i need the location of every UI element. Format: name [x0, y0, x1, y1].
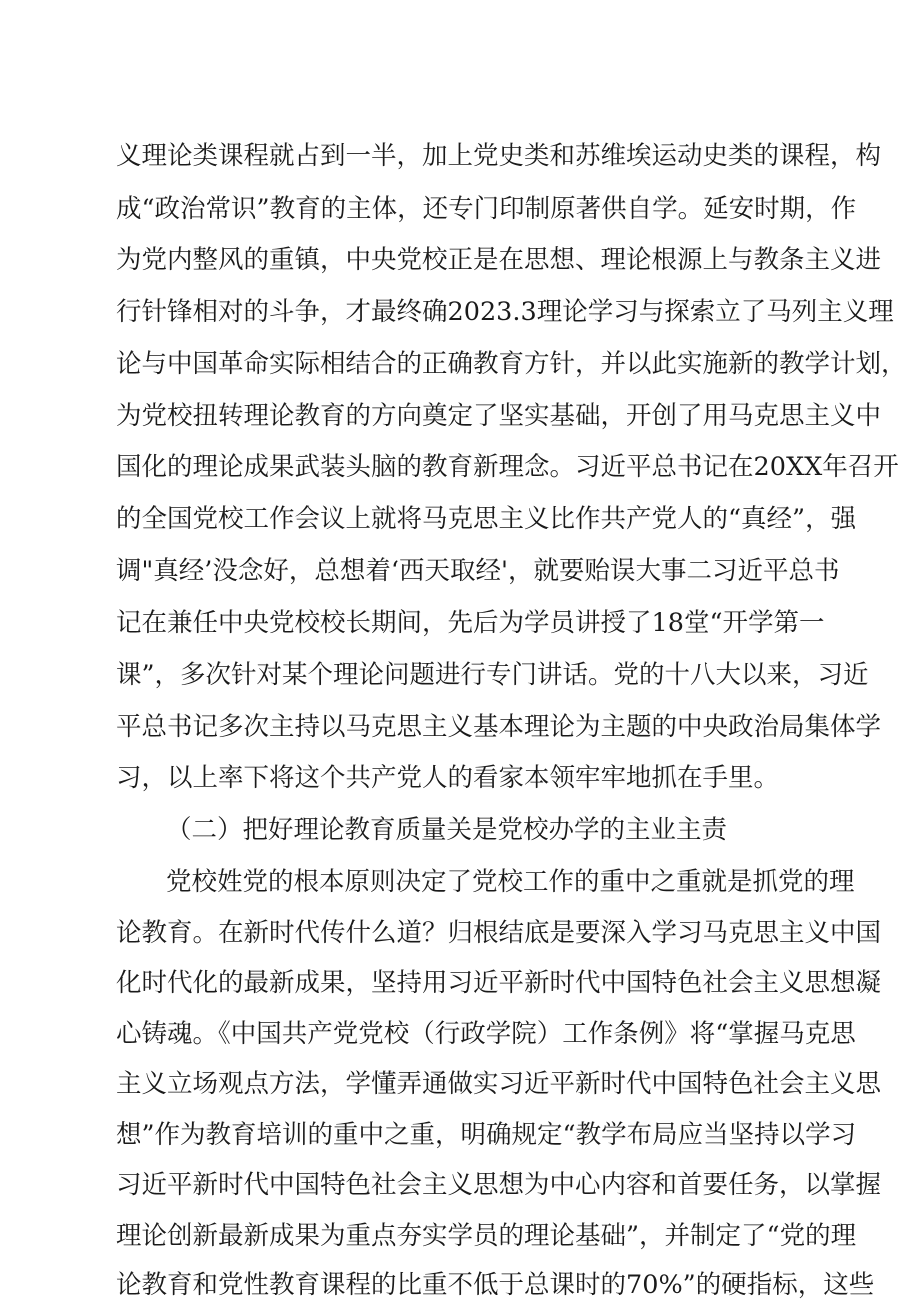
text-line: 课”，多次针对某个理论问题进行专门讲话。党的十八大以来，习近 [116, 660, 869, 690]
text-line: 党校姓党的根本原则决定了党校工作的重中之重就是抓党的理 [166, 867, 855, 897]
text-line: 国化的理论成果武装头脑的教育新理念。习近平总书记在20XX年召开 [116, 452, 899, 482]
text-line: 化时代化的最新成果，坚持用习近平新时代中国特色社会主义思想凝 [116, 968, 882, 998]
text-line: 习，以上率下将这个共产党人的看家本领牢牢地抓在手里。 [116, 763, 780, 793]
text-line: 成“政治常识”教育的主体，还专门印制原著供自学。延安时期，作 [116, 194, 857, 224]
text-line: 主义立场观点方法，学懂弄通做实习近平新时代中国特色社会主义思 [116, 1069, 882, 1099]
text-line: 心铸魂。《中国共产党党校（行政学院）工作条例》将“掌握马克思 [116, 1019, 856, 1049]
text-line: 论教育。在新时代传什么道？归根结底是要深入学习马克思主义中国 [116, 918, 882, 948]
section-heading: （二）把好理论教育质量关是党校办学的主业主责 [166, 815, 728, 845]
text-line: 的全国党校工作会议上就将马克思主义比作共产党人的“真经”，强 [116, 504, 857, 534]
text-line: 为党校扭转理论教育的方向奠定了坚实基础，开创了用马克思主义中 [116, 401, 882, 431]
text-line: 义理论类课程就占到一半，加上党史类和苏维埃运动史类的课程，构 [116, 141, 882, 171]
text-line: 理论创新最新成果为重点夯实学员的理论基础”，并制定了“党的理 [116, 1221, 857, 1251]
text-line: 论教育和党性教育课程的比重不低于总课时的70%”的硬指标，这些 [116, 1270, 875, 1300]
text-line: 论与中国革命实际相结合的正确教育方针，并以此实施新的教学计划， [116, 349, 907, 379]
text-line: 记在兼任中央党校校长期间，先后为学员讲授了18堂“开学第一 [116, 608, 825, 638]
text-line: 调"真经’没念好，总想着‘西天取经'，就要贻误大事二习近平总书 [116, 556, 840, 586]
text-line: 想”作为教育培训的重中之重，明确规定“教学布局应当坚持以学习 [116, 1120, 857, 1150]
text-line: 习近平新时代中国特色社会主义思想为中心内容和首要任务，以掌握 [116, 1170, 882, 1200]
text-line: 行针锋相对的斗争，才最终确2023.3理论学习与探索立了马列主义理 [116, 297, 894, 327]
text-line: 平总书记多次主持以马克思主义基本理论为主题的中央政治局集体学 [116, 712, 882, 742]
text-line: 为党内整风的重镇，中央党校正是在思想、理论根源上与教条主义进 [116, 245, 882, 275]
